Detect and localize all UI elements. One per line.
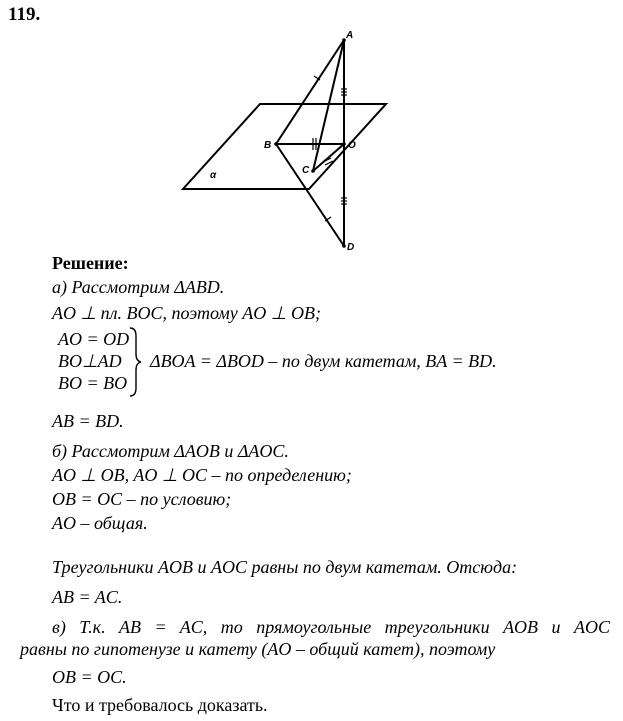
system-result: ΔBOA = ΔBOD – по двум катетам, BA = BD.: [150, 351, 497, 371]
label-O: O: [348, 140, 356, 151]
triangles-result: AB = AC.: [52, 587, 123, 607]
label-A: A: [346, 30, 354, 41]
system-eq-3: BO = BO: [58, 373, 128, 393]
label-B: B: [264, 140, 272, 151]
geometry-figure: [178, 26, 408, 256]
part-b-line2: AO ⊥ OB, AO ⊥ OC – по определению;: [52, 465, 352, 485]
part-a-conclusion: AB = BD.: [52, 411, 124, 431]
segment-BD: [276, 144, 344, 246]
label-D: D: [347, 242, 355, 253]
right-brace: [128, 326, 142, 398]
triangles-line: Треугольники AOB и AOC равны по двум катетам. Отсюда:: [52, 557, 518, 577]
part-b-line1: б) Рассмотрим ΔAOB и ΔAOC.: [52, 441, 289, 461]
problem-number: 119.: [8, 4, 41, 25]
label-C: C: [302, 165, 310, 176]
final-line: Что и требовалось доказать.: [52, 695, 268, 715]
part-a-line1: а) Рассмотрим ΔABD.: [52, 277, 225, 297]
segment-AC: [313, 40, 344, 171]
part-c-line2: равны по гипотенузе и катету (AO – общий катет), поэтому: [20, 639, 496, 659]
part-c-line1: в) Т.к. AB = AC, то прямоугольные треугольники AOB и AOC: [52, 617, 610, 637]
part-b-line3: OB = OC – по условию;: [52, 489, 232, 509]
label-alpha: α: [210, 170, 217, 181]
part-a-line2: AO ⊥ пл. BOC, поэтому AO ⊥ OB;: [52, 303, 321, 323]
segment-AB: [276, 40, 344, 144]
system-eq-2: BO⊥AD: [58, 351, 122, 371]
part-c-result: OB = OC.: [52, 667, 127, 687]
solution-heading: Решение:: [52, 253, 129, 273]
system-eq-1: AO = OD: [58, 329, 130, 349]
part-b-line4: AO – общая.: [52, 513, 148, 533]
